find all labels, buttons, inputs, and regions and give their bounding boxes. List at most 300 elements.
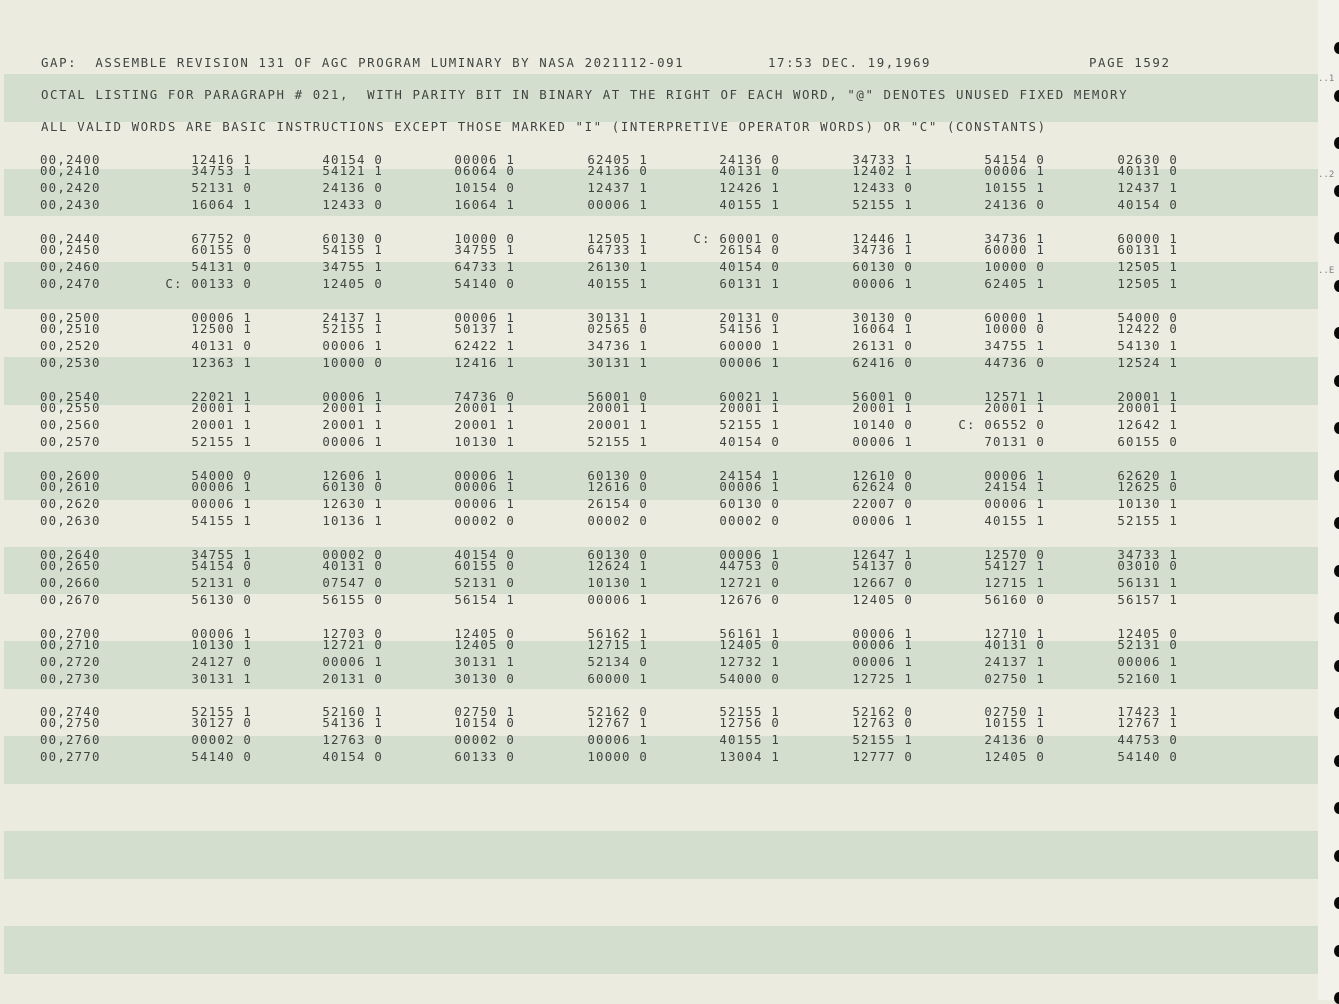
octal-word: 40154 0: [1117, 197, 1178, 212]
octal-word: 24136 0: [719, 152, 780, 167]
octal-word: 60131 1: [1117, 242, 1178, 257]
octal-word: 12616 0: [587, 479, 648, 494]
row-address: 00,2730: [40, 671, 101, 686]
octal-word: 52155 1: [719, 704, 780, 719]
octal-word: 17423 1: [1117, 704, 1178, 719]
octal-word: 12624 1: [587, 558, 648, 573]
octal-word: 07547 0: [322, 575, 383, 590]
octal-word: 16064 1: [852, 321, 913, 336]
octal-word: 00006 1: [454, 468, 515, 483]
octal-word: 60000 1: [1117, 231, 1178, 246]
octal-word: 56161 1: [719, 626, 780, 641]
octal-word: 30130 0: [852, 310, 913, 325]
octal-word: 24137 1: [984, 654, 1045, 669]
octal-word: 30131 1: [587, 310, 648, 325]
margin-mark: ..E: [1318, 266, 1335, 276]
tractor-hole: [1334, 327, 1339, 339]
octal-word: 56131 1: [1117, 575, 1178, 590]
octal-word: 56155 0: [322, 592, 383, 607]
octal-word: 52155 1: [719, 417, 780, 432]
octal-word: 10000 0: [587, 749, 648, 764]
octal-word: 12426 1: [719, 180, 780, 195]
octal-word: 20001 1: [1117, 389, 1178, 404]
octal-word: C: 00133 0: [165, 276, 252, 291]
tractor-hole: [1334, 992, 1339, 1004]
tractor-hole: [1334, 90, 1339, 102]
octal-word: 54127 1: [984, 558, 1045, 573]
octal-word: 60000 1: [719, 338, 780, 353]
octal-word: 20001 1: [191, 400, 252, 415]
octal-word: 62422 1: [454, 338, 515, 353]
octal-word: 64733 1: [454, 259, 515, 274]
octal-word: 00006 1: [587, 197, 648, 212]
tractor-hole: [1334, 375, 1339, 387]
octal-word: 00006 1: [852, 276, 913, 291]
octal-word: 30127 0: [191, 715, 252, 730]
octal-word: 00006 1: [852, 637, 913, 652]
octal-word: 10000 0: [984, 259, 1045, 274]
octal-word: 10130 1: [191, 637, 252, 652]
octal-word: 12625 0: [1117, 479, 1178, 494]
row-address: 00,2420: [40, 180, 101, 195]
octal-word: 26130 1: [587, 259, 648, 274]
octal-word: 60155 0: [454, 558, 515, 573]
tractor-hole: [1334, 660, 1339, 672]
octal-word: 12505 1: [1117, 259, 1178, 274]
octal-word: 34755 1: [454, 242, 515, 257]
octal-word: 12405 0: [322, 276, 383, 291]
octal-word: 50137 1: [454, 321, 515, 336]
row-address: 00,2550: [40, 400, 101, 415]
octal-word: 00006 1: [984, 496, 1045, 511]
greenbar-band: [4, 831, 1318, 879]
octal-word: 12767 1: [587, 715, 648, 730]
octal-word: 52162 0: [587, 704, 648, 719]
row-address: 00,2470: [40, 276, 101, 291]
octal-word: 02750 1: [984, 671, 1045, 686]
octal-word: 60130 0: [587, 547, 648, 562]
octal-word: 20001 1: [984, 400, 1045, 415]
octal-word: 00002 0: [454, 732, 515, 747]
octal-word: 06064 0: [454, 163, 515, 178]
octal-word: 12610 0: [852, 468, 913, 483]
octal-word: 52131 0: [191, 575, 252, 590]
octal-word: 52131 0: [454, 575, 515, 590]
octal-word: 12647 1: [852, 547, 913, 562]
octal-word: 10154 0: [454, 715, 515, 730]
octal-word: 02630 0: [1117, 152, 1178, 167]
octal-word: 52155 1: [852, 197, 913, 212]
tractor-hole: [1334, 612, 1339, 624]
octal-word: 52131 0: [191, 180, 252, 195]
octal-word: 10130 1: [454, 434, 515, 449]
octal-word: 34755 1: [191, 547, 252, 562]
octal-word: 00006 1: [454, 152, 515, 167]
octal-word: 52134 0: [587, 654, 648, 669]
octal-word: 40131 0: [984, 637, 1045, 652]
octal-word: 60000 1: [984, 242, 1045, 257]
row-address: 00,2570: [40, 434, 101, 449]
octal-word: 00006 1: [984, 468, 1045, 483]
octal-word: 00006 1: [454, 310, 515, 325]
octal-word: 24154 1: [984, 479, 1045, 494]
octal-word: 54156 1: [719, 321, 780, 336]
octal-word: 24127 0: [191, 654, 252, 669]
octal-word: 00006 1: [191, 496, 252, 511]
octal-word: 60133 0: [454, 749, 515, 764]
octal-word: 52155 1: [1117, 513, 1178, 528]
octal-word: 12763 0: [322, 732, 383, 747]
octal-word: 67752 0: [191, 231, 252, 246]
row-address: 00,2650: [40, 558, 101, 573]
row-address: 00,2660: [40, 575, 101, 590]
octal-word: 62405 1: [587, 152, 648, 167]
octal-word: 60131 1: [719, 276, 780, 291]
octal-word: 12571 1: [984, 389, 1045, 404]
octal-word: 12715 1: [587, 637, 648, 652]
octal-word: 12763 0: [852, 715, 913, 730]
octal-word: 02750 1: [454, 704, 515, 719]
octal-word: 34733 1: [1117, 547, 1178, 562]
octal-word: 00002 0: [454, 513, 515, 528]
octal-word: 30131 1: [454, 654, 515, 669]
octal-word: 20001 1: [454, 400, 515, 415]
octal-word: 62416 0: [852, 355, 913, 370]
octal-word: 10130 1: [587, 575, 648, 590]
row-address: 00,2430: [40, 197, 101, 212]
tractor-hole: [1334, 280, 1339, 292]
octal-word: 52162 0: [852, 704, 913, 719]
row-address: 00,2670: [40, 592, 101, 607]
octal-word: 13004 1: [719, 749, 780, 764]
octal-word: 12606 1: [322, 468, 383, 483]
octal-word: 52131 0: [1117, 637, 1178, 652]
octal-word: 20131 0: [719, 310, 780, 325]
row-address: 00,2760: [40, 732, 101, 747]
row-address: 00,2620: [40, 496, 101, 511]
row-address: 00,2640: [40, 547, 101, 562]
octal-word: 40154 0: [719, 434, 780, 449]
octal-word: 02565 0: [587, 321, 648, 336]
octal-word: 26154 0: [587, 496, 648, 511]
octal-word: 52155 1: [587, 434, 648, 449]
octal-word: 60000 1: [984, 310, 1045, 325]
octal-word: 44753 0: [719, 558, 780, 573]
octal-word: 12732 1: [719, 654, 780, 669]
octal-word: 54121 1: [322, 163, 383, 178]
octal-word: 54140 0: [1117, 749, 1178, 764]
octal-word: 52160 1: [322, 704, 383, 719]
octal-word: 10000 0: [454, 231, 515, 246]
octal-word: 62405 1: [984, 276, 1045, 291]
octal-word: 40154 0: [322, 152, 383, 167]
margin-mark: ..1: [1318, 74, 1335, 84]
octal-word: 20001 1: [454, 417, 515, 432]
octal-word: 00006 1: [322, 434, 383, 449]
tractor-hole: [1334, 565, 1339, 577]
octal-word: 60155 0: [1117, 434, 1178, 449]
octal-word: 20131 0: [322, 671, 383, 686]
octal-word: 44753 0: [1117, 732, 1178, 747]
octal-word: 00006 1: [1117, 654, 1178, 669]
octal-word: 00002 0: [322, 547, 383, 562]
octal-word: 60130 0: [719, 496, 780, 511]
octal-word: 24136 0: [587, 163, 648, 178]
octal-word: 40155 1: [719, 197, 780, 212]
octal-word: 52155 1: [191, 704, 252, 719]
octal-word: 10154 0: [454, 180, 515, 195]
octal-word: 40131 0: [719, 163, 780, 178]
tractor-hole: [1334, 850, 1339, 862]
octal-word: 12570 0: [984, 547, 1045, 562]
octal-word: 00006 1: [852, 626, 913, 641]
greenbar-band: [4, 926, 1318, 974]
tractor-hole: [1334, 897, 1339, 909]
octal-word: 54140 0: [191, 749, 252, 764]
row-address: 00,2600: [40, 468, 101, 483]
row-address: 00,2460: [40, 259, 101, 274]
octal-word: 12405 0: [852, 592, 913, 607]
octal-word: 12416 1: [191, 152, 252, 167]
octal-word: 54140 0: [454, 276, 515, 291]
octal-word: 00006 1: [852, 513, 913, 528]
octal-word: 00006 1: [587, 592, 648, 607]
tractor-hole: [1334, 517, 1339, 529]
octal-word: 56162 1: [587, 626, 648, 641]
octal-word: 30131 1: [191, 671, 252, 686]
tractor-hole: [1334, 755, 1339, 767]
octal-word: 54155 1: [322, 242, 383, 257]
header-title: GAP: ASSEMBLE REVISION 131 OF AGC PROGRAM LUMINARY BY NASA 2021112-091: [41, 55, 685, 70]
row-address: 00,2400: [40, 152, 101, 167]
octal-word: 22021 1: [191, 389, 252, 404]
octal-word: 64733 1: [587, 242, 648, 257]
octal-word: 60130 0: [322, 479, 383, 494]
octal-word: 12630 1: [322, 496, 383, 511]
octal-word: 60021 1: [719, 389, 780, 404]
octal-word: 52155 1: [191, 434, 252, 449]
octal-word: 02750 1: [984, 704, 1045, 719]
octal-word: 12363 1: [191, 355, 252, 370]
octal-word: 34736 1: [852, 242, 913, 257]
octal-word: 12767 1: [1117, 715, 1178, 730]
octal-word: 12777 0: [852, 749, 913, 764]
octal-word: 00006 1: [852, 434, 913, 449]
octal-word: 34755 1: [322, 259, 383, 274]
octal-word: 16064 1: [191, 197, 252, 212]
octal-word: 10140 0: [852, 417, 913, 432]
octal-word: 34736 1: [587, 338, 648, 353]
row-address: 00,2710: [40, 637, 101, 652]
octal-word: 12505 1: [1117, 276, 1178, 291]
octal-word: 40154 0: [719, 259, 780, 274]
row-address: 00,2610: [40, 479, 101, 494]
octal-word: 34736 1: [984, 231, 1045, 246]
octal-word: 20001 1: [322, 400, 383, 415]
octal-word: 26154 0: [719, 242, 780, 257]
octal-word: 00006 1: [984, 163, 1045, 178]
octal-word: 00002 0: [719, 513, 780, 528]
octal-word: 56001 0: [587, 389, 648, 404]
octal-word: 00006 1: [191, 479, 252, 494]
row-address: 00,2520: [40, 338, 101, 353]
octal-word: 40131 0: [322, 558, 383, 573]
octal-word: 40154 0: [454, 547, 515, 562]
octal-word: 00006 1: [322, 338, 383, 353]
octal-word: 22007 0: [852, 496, 913, 511]
octal-word: 00006 1: [191, 626, 252, 641]
octal-word: 12500 1: [191, 321, 252, 336]
octal-word: 12721 0: [322, 637, 383, 652]
octal-word: 10000 0: [322, 355, 383, 370]
octal-word: 12710 1: [984, 626, 1045, 641]
octal-word: 54000 0: [719, 671, 780, 686]
octal-word: 54000 0: [191, 468, 252, 483]
octal-word: 20001 1: [322, 417, 383, 432]
octal-word: 00006 1: [719, 479, 780, 494]
octal-word: 12433 0: [322, 197, 383, 212]
octal-word: 20001 1: [852, 400, 913, 415]
row-address: 00,2720: [40, 654, 101, 669]
octal-word: 30130 0: [454, 671, 515, 686]
octal-word: 12505 1: [587, 231, 648, 246]
octal-word: 54137 0: [852, 558, 913, 573]
row-address: 00,2630: [40, 513, 101, 528]
octal-word: 12703 0: [322, 626, 383, 641]
row-address: 00,2750: [40, 715, 101, 730]
row-address: 00,2510: [40, 321, 101, 336]
octal-word: 20001 1: [191, 417, 252, 432]
margin-mark: ..2: [1318, 170, 1335, 180]
octal-word: 12433 0: [852, 180, 913, 195]
octal-word: 40155 1: [719, 732, 780, 747]
row-address: 00,2530: [40, 355, 101, 370]
octal-word: 60130 0: [322, 231, 383, 246]
octal-word: 44736 0: [984, 355, 1045, 370]
octal-word: 24136 0: [984, 732, 1045, 747]
octal-word: 40155 1: [587, 276, 648, 291]
octal-word: 00006 1: [322, 389, 383, 404]
octal-word: 26131 0: [852, 338, 913, 353]
octal-word: 00002 0: [587, 513, 648, 528]
octal-word: 30131 1: [587, 355, 648, 370]
row-address: 00,2410: [40, 163, 101, 178]
octal-word: 12715 1: [984, 575, 1045, 590]
octal-word: 10155 1: [984, 180, 1045, 195]
octal-word: 40131 0: [191, 338, 252, 353]
octal-word: 12437 1: [1117, 180, 1178, 195]
octal-word: 52160 1: [1117, 671, 1178, 686]
octal-word: 12721 0: [719, 575, 780, 590]
octal-word: 00002 0: [191, 732, 252, 747]
tractor-hole: [1334, 42, 1339, 54]
octal-word: C: 06552 0: [958, 417, 1045, 432]
octal-word: 52155 1: [322, 321, 383, 336]
octal-word: 20001 1: [587, 417, 648, 432]
octal-word: 34753 1: [191, 163, 252, 178]
octal-word: 00006 1: [852, 654, 913, 669]
octal-word: 56160 0: [984, 592, 1045, 607]
octal-word: 54154 0: [191, 558, 252, 573]
description-line: OCTAL LISTING FOR PARAGRAPH # 021, WITH PARITY BIT IN BINARY AT THE RIGHT OF EACH WORD, "@" DENOTES UNUSED FIXED MEMORY: [41, 87, 1129, 102]
octal-word: 12405 0: [1117, 626, 1178, 641]
octal-word: 60130 0: [852, 259, 913, 274]
tractor-hole: [1334, 232, 1339, 244]
octal-word: 00006 1: [454, 479, 515, 494]
octal-word: 40155 1: [984, 513, 1045, 528]
octal-word: 10130 1: [1117, 496, 1178, 511]
octal-word: 00006 1: [719, 547, 780, 562]
octal-word: 24137 1: [322, 310, 383, 325]
octal-word: 60000 1: [587, 671, 648, 686]
note-line: ALL VALID WORDS ARE BASIC INSTRUCTIONS EXCEPT THOSE MARKED "I" (INTERPRETIVE OPERATOR WORDS) OR "C" (CONSTANTS): [41, 119, 1047, 134]
tractor-hole: [1334, 802, 1339, 814]
row-address: 00,2700: [40, 626, 101, 641]
octal-word: 12405 0: [984, 749, 1045, 764]
octal-word: 10000 0: [984, 321, 1045, 336]
octal-word: 24136 0: [322, 180, 383, 195]
octal-word: 12446 1: [852, 231, 913, 246]
octal-word: 00006 1: [322, 654, 383, 669]
octal-word: 56154 1: [454, 592, 515, 607]
octal-word: 62624 0: [852, 479, 913, 494]
row-address: 00,2540: [40, 389, 101, 404]
octal-word: 40154 0: [322, 749, 383, 764]
page-number: PAGE 1592: [1089, 55, 1171, 70]
octal-word: 54000 0: [1117, 310, 1178, 325]
octal-word: 56001 0: [852, 389, 913, 404]
tractor-hole: [1334, 422, 1339, 434]
octal-word: 12642 1: [1117, 417, 1178, 432]
row-address: 00,2770: [40, 749, 101, 764]
octal-word: 52155 1: [852, 732, 913, 747]
octal-word: 70131 0: [984, 434, 1045, 449]
octal-word: 10155 1: [984, 715, 1045, 730]
tractor-hole: [1334, 945, 1339, 957]
octal-word: 24154 1: [719, 468, 780, 483]
octal-word: C: 60001 0: [693, 231, 780, 246]
octal-word: 34755 1: [984, 338, 1045, 353]
octal-word: 62620 1: [1117, 468, 1178, 483]
tractor-hole: [1334, 185, 1339, 197]
octal-word: 54131 0: [191, 259, 252, 274]
row-address: 00,2500: [40, 310, 101, 325]
octal-word: 03010 0: [1117, 558, 1178, 573]
octal-word: 12405 0: [454, 626, 515, 641]
octal-word: 60155 0: [191, 242, 252, 257]
octal-word: 34733 1: [852, 152, 913, 167]
octal-word: 40131 0: [1117, 163, 1178, 178]
octal-word: 74736 0: [454, 389, 515, 404]
octal-word: 56157 1: [1117, 592, 1178, 607]
tractor-hole: [1334, 137, 1339, 149]
octal-word: 12667 0: [852, 575, 913, 590]
octal-word: 16064 1: [454, 197, 515, 212]
octal-word: 12405 0: [719, 637, 780, 652]
row-address: 00,2560: [40, 417, 101, 432]
octal-word: 12405 0: [454, 637, 515, 652]
octal-word: 00006 1: [587, 732, 648, 747]
octal-word: 10136 1: [322, 513, 383, 528]
octal-word: 12725 1: [852, 671, 913, 686]
octal-word: 54130 1: [1117, 338, 1178, 353]
octal-word: 60130 0: [587, 468, 648, 483]
octal-word: 12524 1: [1117, 355, 1178, 370]
row-address: 00,2740: [40, 704, 101, 719]
octal-word: 54136 1: [322, 715, 383, 730]
tractor-hole: [1334, 707, 1339, 719]
octal-word: 00006 1: [719, 355, 780, 370]
